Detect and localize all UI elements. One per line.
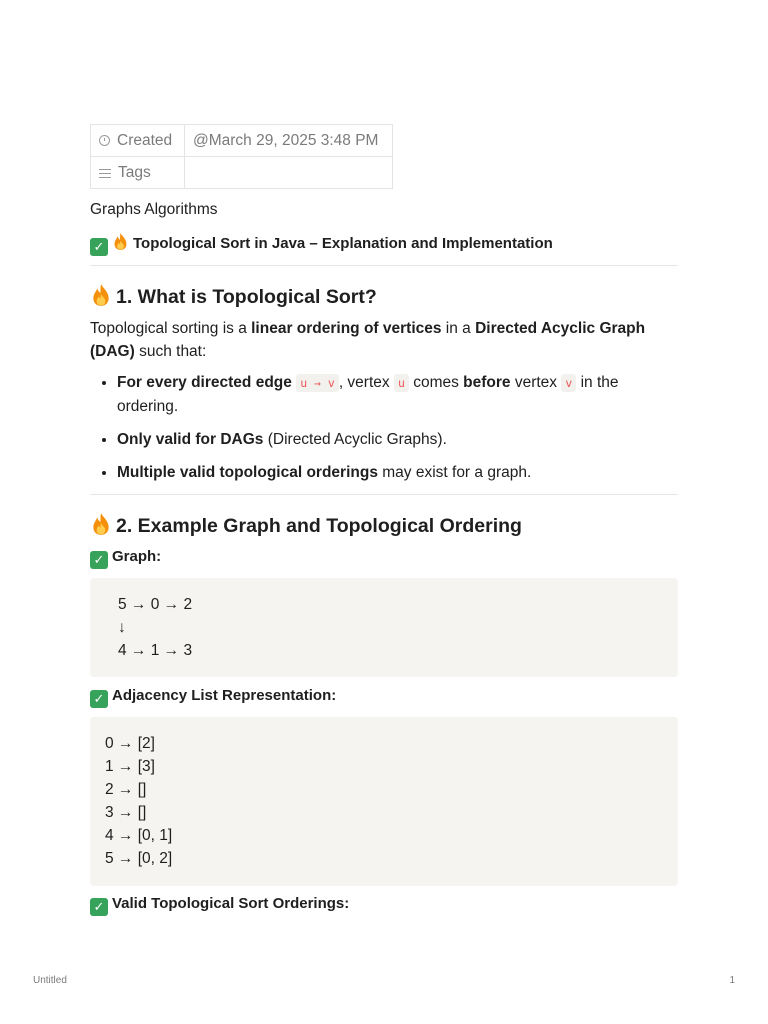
code-line: 4 → [0, 1] xyxy=(105,827,173,844)
tags-label: Tags xyxy=(118,163,151,181)
inline-code: u xyxy=(394,374,409,392)
property-row-created xyxy=(91,125,393,157)
list-item: • Only valid for DAGs (Directed Acyclic Graphs). xyxy=(117,428,678,451)
white-check-mark-icon: ✓ xyxy=(90,551,108,569)
clock-icon xyxy=(99,135,110,146)
code-line: 2 → [] xyxy=(105,781,147,798)
category-line: Graphs Algorithms xyxy=(90,201,218,218)
code-line: 0 → [2] xyxy=(105,735,155,752)
code-line: 5 → 0 → 2 xyxy=(118,596,193,613)
section1-bullet-list xyxy=(90,371,678,484)
property-row-tags xyxy=(91,157,393,189)
code-line: 3 → [] xyxy=(105,804,147,821)
adjacency-code-block[interactable] xyxy=(90,717,678,886)
fire-icon xyxy=(90,512,112,536)
properties-table xyxy=(90,124,393,189)
code-line: 1 → [3] xyxy=(105,758,155,775)
code-line: ↓ xyxy=(118,619,126,636)
footer-page-number: 1 xyxy=(729,975,735,986)
section1-intro: Topological sorting is a linear ordering of vertices in a Directed Acyclic Graph (DAG) such that: xyxy=(90,320,646,360)
list-icon xyxy=(99,168,111,178)
inline-code: v xyxy=(561,374,576,392)
created-label: Created xyxy=(117,131,173,149)
footer-page-title: Untitled xyxy=(33,975,67,986)
created-value[interactable]: @March 29, 2025 3:48 PM xyxy=(185,125,393,157)
property-key-created xyxy=(91,125,185,157)
white-check-mark-icon: ✓ xyxy=(90,690,108,708)
white-check-mark-icon: ✓ xyxy=(90,898,108,916)
section-divider xyxy=(90,494,678,495)
callout-title xyxy=(90,232,678,266)
inline-code: u → v xyxy=(296,374,339,392)
fire-icon xyxy=(90,283,112,307)
graph-code-block[interactable] xyxy=(90,578,678,677)
property-key-tags xyxy=(91,157,185,189)
list-item: • Multiple valid topological orderings may exist for a graph. xyxy=(117,461,678,484)
document-page xyxy=(90,124,678,916)
tags-value[interactable] xyxy=(185,157,393,189)
code-line: 4 → 1 → 3 xyxy=(118,642,193,659)
adjacency-label: ✓ Adjacency List Representation: xyxy=(90,687,678,708)
section2-heading: 2. Example Graph and Topological Ordering xyxy=(90,512,678,538)
code-line: 5 → [0, 2] xyxy=(105,850,173,867)
fire-icon xyxy=(112,232,129,251)
white-check-mark-icon: ✓ xyxy=(90,238,108,256)
graph-label: ✓ Graph: xyxy=(90,548,678,569)
list-item: • For every directed edge u → v , vertex u comes before vertex v in the ordering. xyxy=(117,371,678,418)
section1-heading: 1. What is Topological Sort? xyxy=(90,283,678,309)
orderings-label: ✓ Valid Topological Sort Orderings: xyxy=(90,895,678,916)
callout-title-text: Topological Sort in Java – Explanation and Implementation xyxy=(133,235,553,252)
